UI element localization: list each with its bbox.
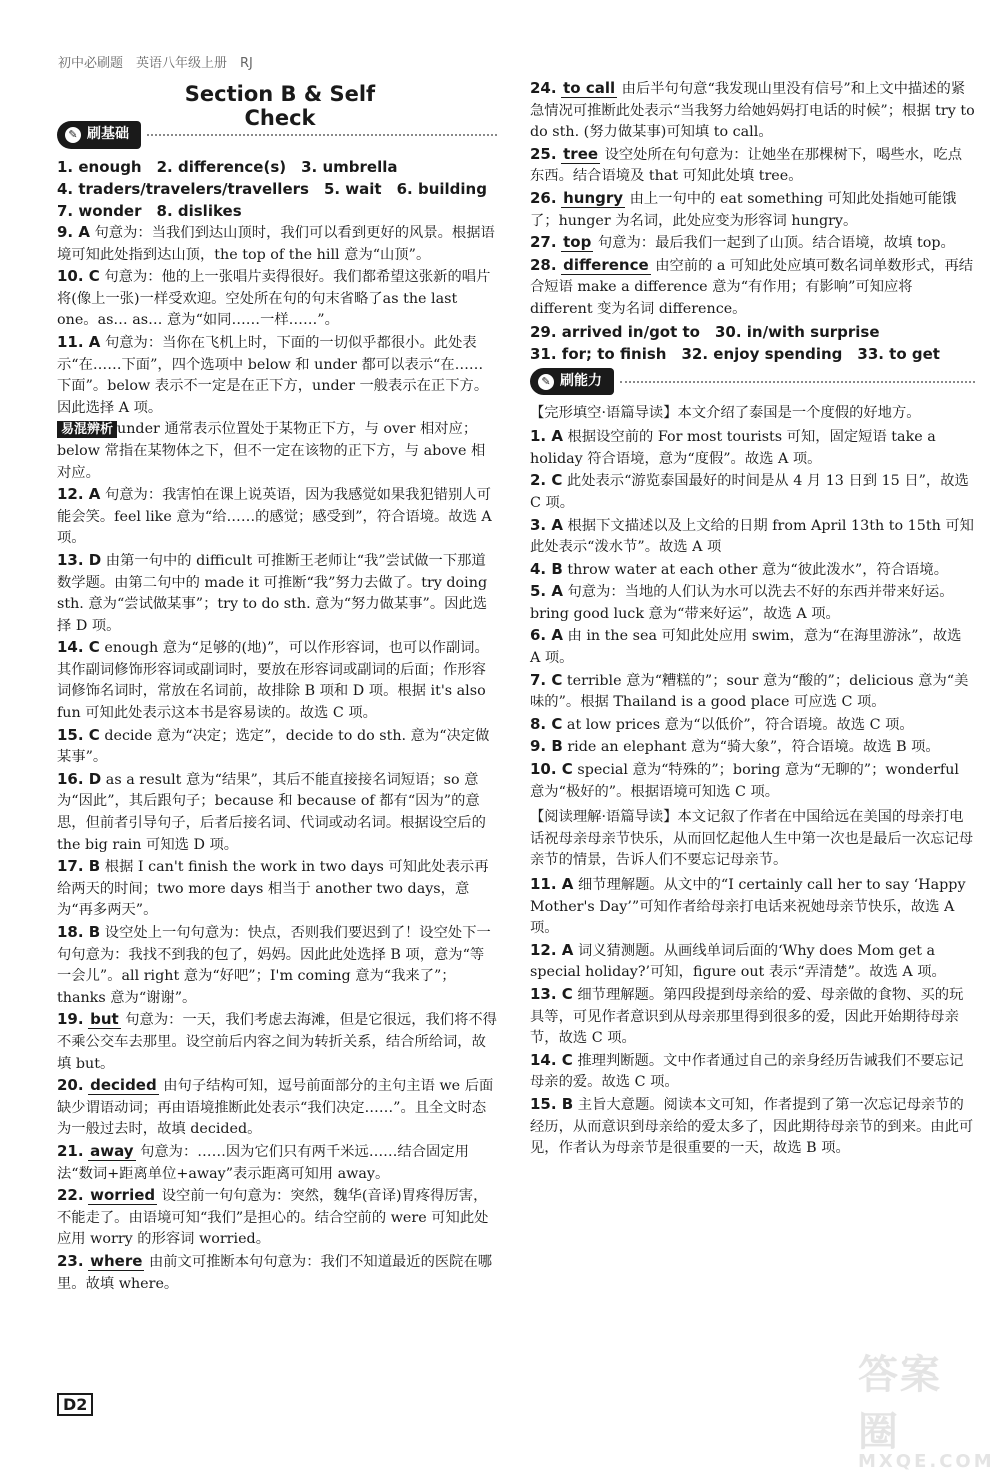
item-number: 10. C bbox=[530, 760, 573, 779]
answer-item bbox=[530, 736, 975, 759]
item-explanation: as a result 意为“结果”，其后不能直接接名词短语；so 意为“因此”，其后跟句子；because 和 because of 都有“因为”的意思，但前者引导句子，后者后接名词、代词或动名词。根据设空后的 the big rain 可知选 D 项。 bbox=[57, 771, 486, 853]
basic-tag-label: 刷基础 bbox=[87, 126, 129, 143]
item-explanation: 句意为：一天，我们考虑去海滩，但是它很远，我们将不得不乘公交车去那里。设空前后内容之间为转折关系，结合所给词，故填 but。 bbox=[57, 1012, 497, 1072]
item-number: 8. C bbox=[530, 714, 563, 733]
tip-badge: 易混辨析 bbox=[57, 421, 117, 438]
pen-icon: ✎ bbox=[65, 127, 81, 143]
watermark-logo bbox=[858, 1343, 995, 1472]
item-explanation: special 意为“特殊的”；boring 意为“无聊的”；wonderful 意为“极好的”。根据语境可知选 C 项。 bbox=[530, 762, 959, 800]
answer-keyword: tree bbox=[563, 144, 599, 163]
item-number: 14. C bbox=[57, 638, 100, 657]
item-number: 11. A bbox=[530, 875, 574, 893]
answer-item bbox=[530, 581, 975, 625]
ability-tag bbox=[530, 367, 975, 397]
tag-divider bbox=[147, 134, 497, 136]
answer-item bbox=[57, 222, 497, 266]
item-number: 15. C bbox=[57, 725, 100, 744]
item-number: 11. A bbox=[57, 332, 101, 351]
answer-item bbox=[530, 714, 975, 737]
item-explanation: 句意为：他的上一张唱片卖得很好。我们都希望这张新的唱片将(像上一张)一样受欢迎。空处所在句的句末省略了as the last one。as… as… 意为“如同……一样……”。 bbox=[57, 269, 491, 329]
item-explanation: 细节理解题。第四段提到母亲给的爱、母亲做的食物、买的玩具等，可见作者意识到从母亲那里得到很多的爱，因此开始期待母亲节，故选 C 项。 bbox=[530, 986, 964, 1047]
item-explanation: 由句子结构可知，逗号前面部分的主句主语 we 后面缺少谓语动词；再由语境推断此处表示“我们决定……”。且全文时态为一般过去时，故填 decided。 bbox=[57, 1078, 494, 1138]
item-explanation: 推理判断题。文中作者通过自己的亲身经历告诫我们不要忘记母亲的爱。故选 C 项。 bbox=[530, 1052, 964, 1091]
pen-icon: ✎ bbox=[538, 374, 554, 390]
answer-keyword: away bbox=[90, 1141, 134, 1160]
item-number: 19. bbox=[57, 1010, 84, 1029]
answer-item bbox=[530, 759, 975, 803]
item-number: 15. B bbox=[530, 1094, 574, 1113]
item-explanation: 主旨大意题。阅读本文可知，作者提到了第一次忘记母亲节的经历，从而意识到母亲给的爱太多了，因此期待母亲节的到来。由此可见，作者认为母亲节是很重要的一天，故选 B 项。 bbox=[530, 1096, 974, 1157]
answer-item bbox=[530, 426, 975, 470]
watermark-text: 答案圈 bbox=[858, 1352, 942, 1455]
item-explanation: 词义猜测题。从画线单词后面的‘Why does Mom get a special holiday?’可知，figure out 表示“弄清楚”。故选 A 项。 bbox=[530, 942, 946, 981]
item-explanation: 设空处所在句句意为：让她坐在那棵树下，喝些水，吃点东西。结合语境及 that 可知此处填 tree。 bbox=[530, 146, 963, 185]
answer-keyword: hungry bbox=[563, 188, 624, 207]
item-number: 17. B bbox=[57, 857, 101, 876]
answer-item bbox=[57, 922, 497, 1009]
item-explanation: 由 in the sea 可知此处应用 swim，意为“在海里游泳”，故选 A 项。 bbox=[530, 628, 962, 667]
item-explanation: 根据设空前的 For most tourists 可知，固定短语 take a holiday 符合语境，意为“度假”。故选 A 项。 bbox=[530, 429, 936, 467]
answer-item bbox=[57, 1251, 497, 1295]
watermark-url: MXQE.COM bbox=[858, 1451, 995, 1472]
answer-item bbox=[57, 856, 497, 922]
item-number: 12. A bbox=[57, 485, 101, 504]
item-number: 27. bbox=[530, 233, 557, 252]
reading-intro: 【阅读理解·语篇导读】本文记叙了作者在中国给远在美国的母亲打电话祝母亲母亲节快乐，从而回忆起他人生中第一次也是最后一次忘记母亲节的情景，告诉人们不要忘记母亲节。 bbox=[530, 809, 974, 869]
item-explanation: 句意为：当你在飞机上时，下面的一切似乎都很小。此处表示“在……下面”，四个选项中 below 和 under 都可以表示“在……下面”。below 表示不一定是在正下方，under 一般表示在正下方。因此选择 A 项。 bbox=[57, 334, 489, 416]
answer-item bbox=[530, 515, 975, 559]
answer-item bbox=[57, 1009, 497, 1075]
answer-item bbox=[530, 1094, 975, 1160]
item-explanation: decide 意为“决定；选定”，decide to do sth. 意为“决定做某事”。 bbox=[57, 727, 490, 766]
page-number: D2 bbox=[57, 1393, 93, 1416]
answer-keyword: top bbox=[563, 233, 592, 252]
basic-answer-line: 1. enough 2. difference(s) 3. umbrella bbox=[57, 158, 398, 176]
item-number: 3. A bbox=[530, 515, 563, 534]
tag-divider bbox=[620, 381, 975, 383]
answer-item bbox=[530, 78, 975, 144]
answer-item bbox=[57, 637, 497, 724]
running-header: 初中必刷题 英语八年级上册 RJ bbox=[58, 56, 253, 71]
answer-item bbox=[530, 559, 975, 582]
answer-item bbox=[530, 188, 975, 232]
right-column bbox=[530, 78, 975, 1160]
item-explanation: 由前文可推断本句句意为：我们不知道最近的医院在哪里。故填 where。 bbox=[57, 1253, 493, 1292]
ability-tag-pill bbox=[530, 368, 614, 396]
basic-tag-pill bbox=[57, 121, 141, 149]
item-explanation: 句意为：当地的人们认为水可以洗去不好的东西并带来好运。bring good luck 意为“带来好运”，故选 A 项。 bbox=[530, 584, 954, 622]
answer-item bbox=[530, 1050, 975, 1094]
item-number: 16. D bbox=[57, 769, 102, 788]
item-explanation: 由后半句句意“我发现山里没有信号”和上文中描述的紧急情况可推断此处表示“当我努力给她妈妈打电话的时候”；根据 try to do sth. (努力做某事)可知填 to call。 bbox=[530, 81, 975, 141]
item-explanation: 根据 I can't finish the work in two days 可知此处表示再给两天的时间；two more days 相当于 another two days，意为“再多两天”。 bbox=[57, 859, 489, 919]
item-explanation: 根据下文描述以及上文给的日期 from April 13th to 15th 可知此处表示“泼水节”。故选 A 项 bbox=[530, 517, 974, 556]
item-explanation: 细节理解题。从文中的“I certainly call her to say ‘Happy Mother's Day’”可知作者给母亲打电话来祝她母亲节快乐，故选 A 项。 bbox=[530, 877, 966, 937]
answer-item bbox=[57, 484, 497, 550]
item-explanation: 设空前一句句意为：突然，魏华(音译)胃疼得厉害，不能走了。由语境可知“我们”是担心的。结合空前的 were 可知此处应用 worry 的形容词 worried。 bbox=[57, 1188, 489, 1248]
fill-answer-line: 31. for; to finish 32. enjoy spending 33. to get bbox=[530, 344, 940, 363]
item-explanation: 由空前的 a 可知此处应填可数名词单数形式，再结合短语 make a difference 意为“有作用；有影响”可知应将 different 变为名词 difference。 bbox=[530, 257, 974, 317]
answer-item bbox=[530, 670, 975, 714]
ability-tag-label: 刷能力 bbox=[560, 372, 602, 389]
item-number: 13. D bbox=[57, 550, 102, 569]
item-explanation: ride an elephant 意为“骑大象”，符合语境。故选 B 项。 bbox=[567, 739, 940, 756]
answer-item bbox=[57, 332, 497, 419]
answer-item bbox=[530, 144, 975, 188]
item-explanation: 句意为：当我们到达山顶时，我们可以看到更好的风景。根据语境可知此处指到达山顶，the top of the hill 意为“山顶”。 bbox=[57, 225, 495, 263]
answer-item bbox=[530, 984, 975, 1050]
answer-item bbox=[530, 232, 975, 255]
item-explanation: enough 意为“足够的(地)”，可以作形容词，也可以作副词。其作副词修饰形容词或副词时，要放在形容词或副词的后面；作形容词修饰名词时，常放在名词前，故排除 B 项和 D 项。根据 it's also fun 可知此处表示这本书是容易读的。故选 C 项。 bbox=[57, 640, 489, 722]
basic-answer-line: 7. wonder 8. dislikes bbox=[57, 202, 242, 220]
item-explanation: 句意为：……因为它们只有两千米远……结合固定用法“数词+距离单位+away”表示距离可知用 away。 bbox=[57, 1143, 469, 1182]
answer-keyword: where bbox=[90, 1251, 143, 1270]
answer-item bbox=[530, 874, 975, 940]
item-number: 22. bbox=[57, 1186, 84, 1205]
answer-item bbox=[57, 725, 497, 769]
item-number: 28. bbox=[530, 255, 557, 274]
page-title: Section B & Self Check bbox=[184, 82, 376, 130]
answer-item bbox=[57, 1075, 497, 1141]
item-explanation: under 通常表示位置处于某物正下方，与 over 相对应；below 常指在某物体之下，但不一定在该物的正下方，与 above 相对应。 bbox=[57, 421, 486, 481]
item-number: 12. A bbox=[530, 940, 574, 959]
reading-answer-list bbox=[530, 874, 975, 1160]
answer-item bbox=[57, 266, 497, 332]
item-number: 18. B bbox=[57, 923, 101, 941]
basic-answer-line: 4. traders/travelers/travellers 5. wait 6. building bbox=[57, 180, 487, 198]
left-answer-list bbox=[57, 222, 497, 1295]
answer-item bbox=[57, 550, 497, 637]
answer-item bbox=[57, 419, 497, 484]
answer-item bbox=[530, 940, 975, 984]
item-explanation: 句意为：我害怕在课上说英语，因为我感觉如果我犯错别人可能会笑。feel like 意为“给……的感觉；感受到”，符合语境。故选 A 项。 bbox=[57, 487, 492, 547]
item-explanation: terrible 意为“糟糕的”；sour 意为“酸的”；delicious 意为“美味的”。根据 Thailand is a good place 可应选 C 项。 bbox=[530, 672, 969, 711]
item-number: 24. bbox=[530, 79, 557, 97]
fill-answer-line: 29. arrived in/got to 30. in/with surprise bbox=[530, 322, 880, 341]
item-explanation: 设空处上一句句意为：快点，否则我们要迟到了！设空处下一句句意为：我找不到我的包了，妈妈。因此此处选择 B 项，意为“等一会儿”。all right 意为“好吧”；I'm coming 意为“我来了”；thanks 意为“谢谢”。 bbox=[57, 925, 491, 1006]
answer-item bbox=[530, 255, 975, 321]
item-number: 9. A bbox=[57, 223, 90, 241]
answer-item bbox=[57, 1141, 497, 1185]
item-number: 5. A bbox=[530, 582, 563, 601]
item-number: 4. B bbox=[530, 559, 563, 578]
item-number: 1. A bbox=[530, 427, 563, 446]
item-explanation: at low prices 意为“以低价”，符合语境。故选 C 项。 bbox=[566, 716, 914, 733]
item-number: 7. C bbox=[530, 670, 563, 689]
answer-keyword: difference bbox=[563, 255, 649, 274]
answer-keyword: to call bbox=[563, 79, 616, 97]
cloze-intro: 【完形填空·语篇导读】本文介绍了泰国是一个度假的好地方。 bbox=[530, 404, 921, 421]
item-number: 10. C bbox=[57, 267, 100, 286]
answer-keyword: worried bbox=[90, 1186, 156, 1205]
item-number: 9. B bbox=[530, 737, 563, 756]
item-number: 13. C bbox=[530, 984, 573, 1003]
cloze-answer-list bbox=[530, 426, 975, 803]
answer-item bbox=[57, 769, 497, 856]
item-number: 14. C bbox=[530, 1050, 573, 1069]
right-answer-list bbox=[530, 78, 975, 321]
item-number: 21. bbox=[57, 1141, 84, 1160]
answer-keyword: but bbox=[90, 1010, 119, 1029]
item-number: 2. C bbox=[530, 471, 563, 490]
item-number: 6. A bbox=[530, 626, 563, 645]
item-explanation: 由上一句中的 eat something 可知此处指她可能饿了；hunger 为名词，此处应变为形容词 hungry。 bbox=[530, 190, 957, 229]
item-explanation: throw water at each other 意为“彼此泼水”，符合语境。 bbox=[567, 561, 949, 578]
item-number: 25. bbox=[530, 144, 557, 163]
basic-tag bbox=[57, 120, 497, 150]
left-column bbox=[57, 118, 497, 1295]
answer-item bbox=[530, 625, 975, 669]
answer-item bbox=[530, 470, 975, 514]
item-explanation: 此处表示“游览泰国最好的时间是从 4 月 13 日到 15 日”，故选 C 项。 bbox=[530, 473, 969, 511]
item-number: 23. bbox=[57, 1251, 84, 1270]
answer-keyword: decided bbox=[90, 1076, 157, 1095]
answer-item bbox=[57, 1185, 497, 1251]
item-explanation: 句意为：最后我们一起到了山顶。结合语境，故填 top。 bbox=[597, 235, 955, 252]
item-explanation: 由第一句中的 difficult 可推断王老师让“我”尝试做一下那道数学题。由第二句中的 made it 可推断“我”努力去做了。try doing sth. 意为“尝试做某事”；try to do sth. 意为“努力做某事”。因此选择 D 项。 bbox=[57, 552, 488, 634]
item-number: 26. bbox=[530, 188, 557, 207]
item-number: 20. bbox=[57, 1076, 84, 1095]
